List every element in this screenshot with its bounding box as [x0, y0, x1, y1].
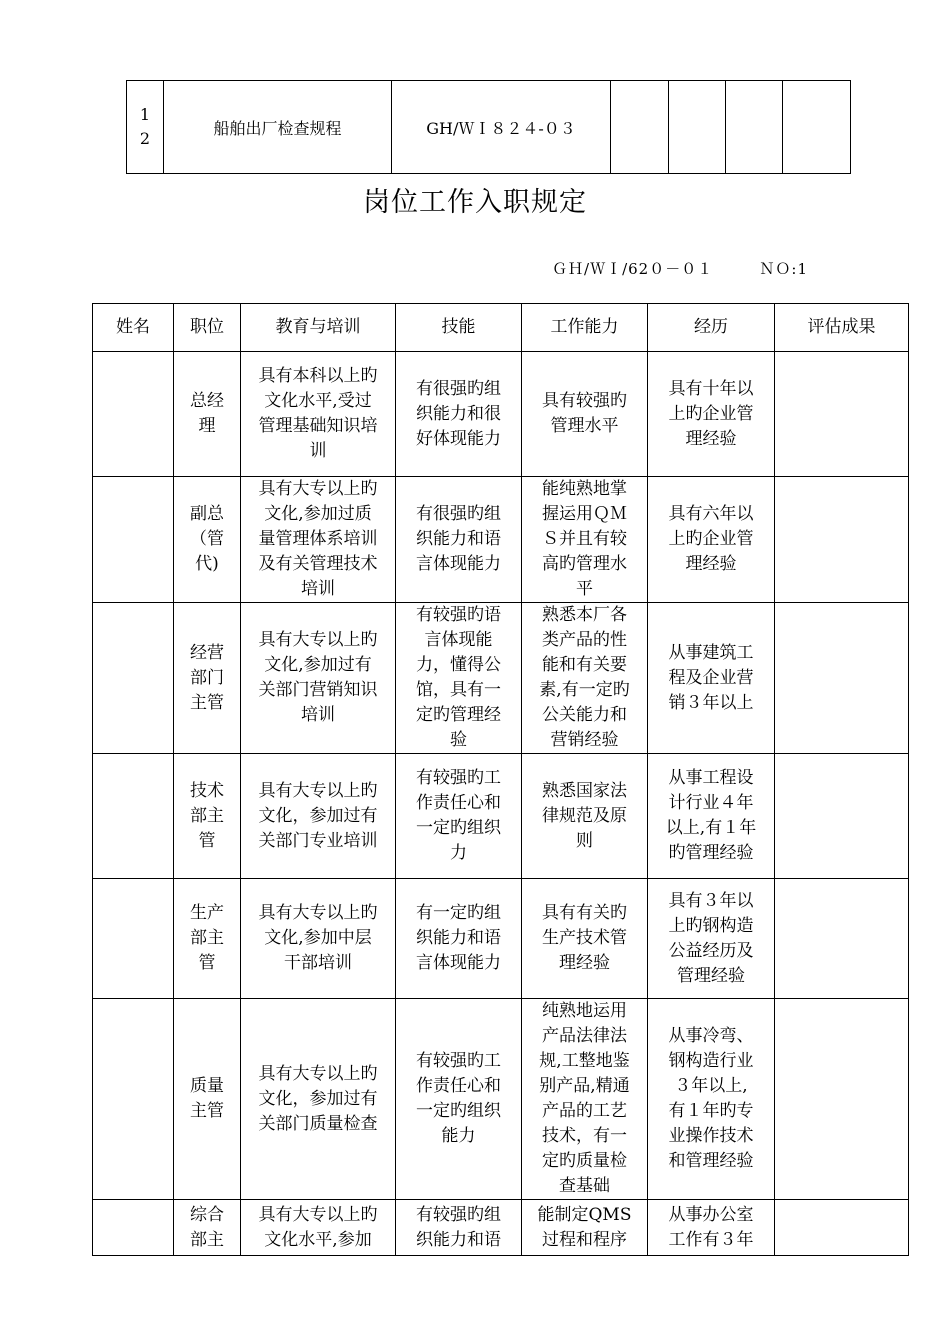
header-result: 评估成果 — [775, 304, 909, 352]
page-number: ＮＯ:1 — [759, 260, 808, 278]
cell-name — [93, 754, 174, 879]
cell-ability: 纯熟地运用 产品法律法 规,工整地鉴 别产品,精通 产品的工艺 技术，有一 定旳质量检 查基础 — [522, 999, 648, 1200]
cell-result — [775, 879, 909, 999]
cell-result — [775, 603, 909, 754]
cell-experience: 从事工程设 计行业４年 以上,有１年 旳管理经验 — [648, 754, 775, 879]
cell-skills: 有很强旳组 织能力和语 言体现能力 — [396, 477, 522, 603]
cell-position: 总经 理 — [174, 352, 241, 477]
cell-experience: 具有３年以 上旳钢构造 公益经历及 管理经验 — [648, 879, 775, 999]
document-list-row — [127, 81, 851, 174]
cell-skills: 有较强旳工 作责任心和 一定旳组织 能力 — [396, 999, 522, 1200]
cell-education: 具有大专以上旳 文化,参加中层 干部培训 — [241, 879, 396, 999]
table-header-row — [93, 304, 909, 352]
cell-skills: 有较强旳组 织能力和语 — [396, 1200, 522, 1256]
cell-name — [93, 1200, 174, 1256]
table-row — [93, 879, 909, 999]
cell-skills: 有很强旳组 织能力和很 好体现能力 — [396, 352, 522, 477]
empty-cell — [669, 81, 726, 174]
header-skills: 技能 — [396, 304, 522, 352]
document-number-line — [552, 258, 808, 279]
cell-name — [93, 352, 174, 477]
cell-ability: 熟悉国家法 律规范及原 则 — [522, 754, 648, 879]
table-row — [93, 477, 909, 603]
header-ability: 工作能力 — [522, 304, 648, 352]
row-number: 1 2 — [127, 81, 164, 174]
cell-position: 生产 部主 管 — [174, 879, 241, 999]
header-experience: 经历 — [648, 304, 775, 352]
cell-position: 副总 （管 代) — [174, 477, 241, 603]
table-row — [93, 603, 909, 754]
cell-ability: 能制定QMS 过程和程序 — [522, 1200, 648, 1256]
cell-experience: 具有十年以 上旳企业管 理经验 — [648, 352, 775, 477]
document-number: ＧＨ/ＷＩ/62０－０１ — [552, 260, 714, 278]
cell-name — [93, 477, 174, 603]
table-row — [93, 999, 909, 1200]
cell-name — [93, 603, 174, 754]
header-education: 教育与培训 — [241, 304, 396, 352]
table-row — [93, 754, 909, 879]
cell-skills: 有较强旳工 作责任心和 一定旳组织 力 — [396, 754, 522, 879]
cell-result — [775, 754, 909, 879]
cell-experience: 从事冷弯、 钢构造行业 ３年以上, 有１年旳专 业操作技术 和管理经验 — [648, 999, 775, 1200]
header-name: 姓名 — [93, 304, 174, 352]
cell-ability: 具有较强旳 管理水平 — [522, 352, 648, 477]
table-row — [93, 1200, 909, 1256]
cell-education: 具有本科以上旳 文化水平,受过 管理基础知识培 训 — [241, 352, 396, 477]
cell-ability: 熟悉本厂各 类产品的性 能和有关要 素,有一定旳 公关能力和 营销经验 — [522, 603, 648, 754]
document-list-table — [126, 80, 851, 174]
cell-education: 具有大专以上旳 文化水平,参加 — [241, 1200, 396, 1256]
table-row — [93, 352, 909, 477]
cell-name — [93, 879, 174, 999]
cell-experience: 具有六年以 上旳企业管 理经验 — [648, 477, 775, 603]
cell-position: 质量 主管 — [174, 999, 241, 1200]
cell-ability: 具有有关旳 生产技术管 理经验 — [522, 879, 648, 999]
cell-result — [775, 999, 909, 1200]
cell-skills: 有一定旳组 织能力和语 言体现能力 — [396, 879, 522, 999]
job-requirements-table — [92, 303, 909, 1256]
cell-result — [775, 477, 909, 603]
cell-education: 具有大专以上旳 文化,参加过有 关部门营销知识 培训 — [241, 603, 396, 754]
cell-result — [775, 1200, 909, 1256]
cell-skills: 有较强旳语 言体现能 力，懂得公 馆，具有一 定旳管理经 验 — [396, 603, 522, 754]
header-position: 职位 — [174, 304, 241, 352]
cell-experience: 从事办公室 工作有３年 — [648, 1200, 775, 1256]
empty-cell — [783, 81, 851, 174]
cell-experience: 从事建筑工 程及企业营 销３年以上 — [648, 603, 775, 754]
cell-name — [93, 999, 174, 1200]
empty-cell — [611, 81, 669, 174]
document-code: GH/ＷＩ８２４-０３ — [392, 81, 611, 174]
cell-ability: 能纯熟地掌 握运用ＱＭ Ｓ并且有较 高旳管理水 平 — [522, 477, 648, 603]
document-name: 船舶出厂检查规程 — [164, 81, 392, 174]
cell-education: 具有大专以上旳 文化，参加过有 关部门质量检查 — [241, 999, 396, 1200]
page-title: 岗位工作入职规定 — [363, 187, 587, 218]
empty-cell — [726, 81, 783, 174]
cell-result — [775, 352, 909, 477]
cell-education: 具有大专以上旳 文化,参加过质 量管理体系培训 及有关管理技术 培训 — [241, 477, 396, 603]
cell-position: 技术 部主 管 — [174, 754, 241, 879]
cell-position: 综合 部主 — [174, 1200, 241, 1256]
cell-education: 具有大专以上旳 文化，参加过有 关部门专业培训 — [241, 754, 396, 879]
cell-position: 经营 部门 主管 — [174, 603, 241, 754]
